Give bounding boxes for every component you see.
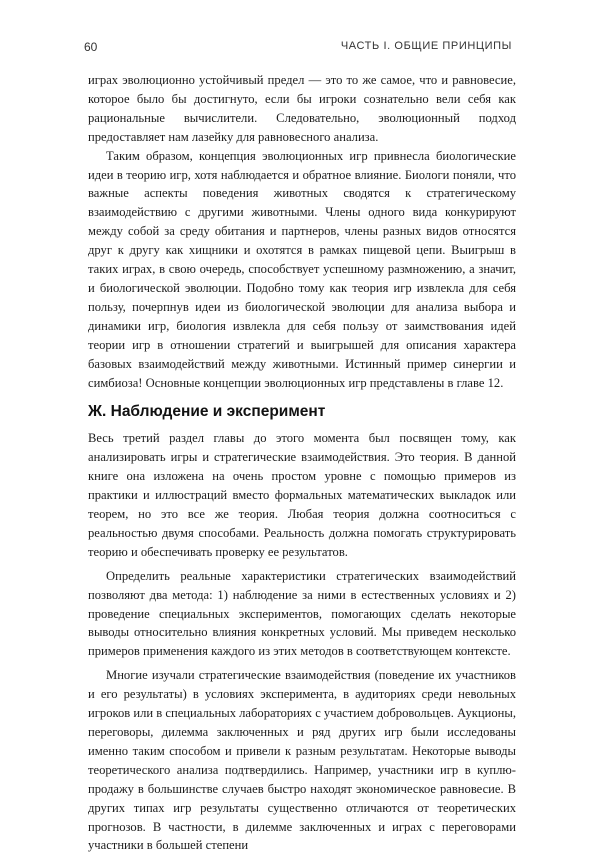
page-number: 60 <box>84 40 98 54</box>
paragraph-theory: Весь третий раздел главы до этого момента был посвящен тому, как анализировать игры и стратегические взаимодействия. Это теория. В данной книге она изложена на очень простом уровне с помощью примеров из практики и иллюстраций вместо формальных математических выкладок или теорем, но это все же теория. Любая теория должна соотноситься с реальностью двумя способами. Реальность должна помогать структурировать теорию и обеспечивать проверку ее результатов. <box>88 431 516 559</box>
paragraph-evolutionary-games: Таким образом, концепция эволюционных игр привнесла биологические идеи в теорию игр, хотя наблюдается и обратное влияние. Биологи поняли, что важные аспекты поведения животных сводятся к стратегическому взаимодействию с другими животными. Члены одного вида конкурируют между собой за среду обитания и партнеров, члены разных видов относятся друг к другу как хищники и охотятся в рамках пищевой цепи. Выигрыш в таких играх, в свою очередь, способствует успешному размножению, а значит, и биологической эволюции. Подобно тому как теория игр извлекла для себя пользу, почерпнув идеи из биологической эволюции для анализа выбора и динамики игр, биология извлекла для себя пользу от заимствования идей теории игр в отношении стратегий и выигрышей для описания характера базовых взаимодействий между животными. Истинный пример синергии и симбиоза! Основные концепции эволюционных игр представлены в главе 12. <box>88 148 516 390</box>
body-text <box>88 71 516 855</box>
paragraph-experiments: Многие изучали стратегические взаимодействия (поведение их участников и его результаты) в условиях эксперимента, в аудиториях среди невольных игроков или в специальных лабораториях с участием добровольцев. Аукционы, переговоры, дилемма заключенных и ряд других игр были исследованы именно таким способом и привели к разным результатам. Некоторые выводы теоретического анализа подтвердились. Например, участники игр в куплю-продажу в большинстве случаев быстро находят экономическое равновесие. В других типах игр результаты существенно отличаются от теоретических прогнозов. В частности, в дилемме заключенных и играх с переговорами участники в большей степени <box>88 668 517 853</box>
section-heading: Ж. Наблюдение и эксперимент <box>88 403 326 421</box>
running-title: ЧАСТЬ I. ОБЩИЕ ПРИНЦИПЫ <box>340 40 512 52</box>
paragraph-methods: Определить реальные характеристики стратегических взаимодействий позволяют два метода: 1) наблюдение за ними в естественных условиях и 2) проведение специальных экспериментов, помогающих сделать некоторые выводы относительно влияния конкретных условий. Мы приведем несколько примеров применения каждого из этих методов в соответствующем контексте. <box>88 568 516 659</box>
paragraph-continuation: играх эволюционно устойчивый предел — это то же самое, что и равновесие, которое было бы достигнуто, если бы игроки сознательно вели себя как рациональные вычислители. Следовательно, эволюционный подход предоставляет нам лазейку для равновесного анализа. <box>88 73 516 144</box>
